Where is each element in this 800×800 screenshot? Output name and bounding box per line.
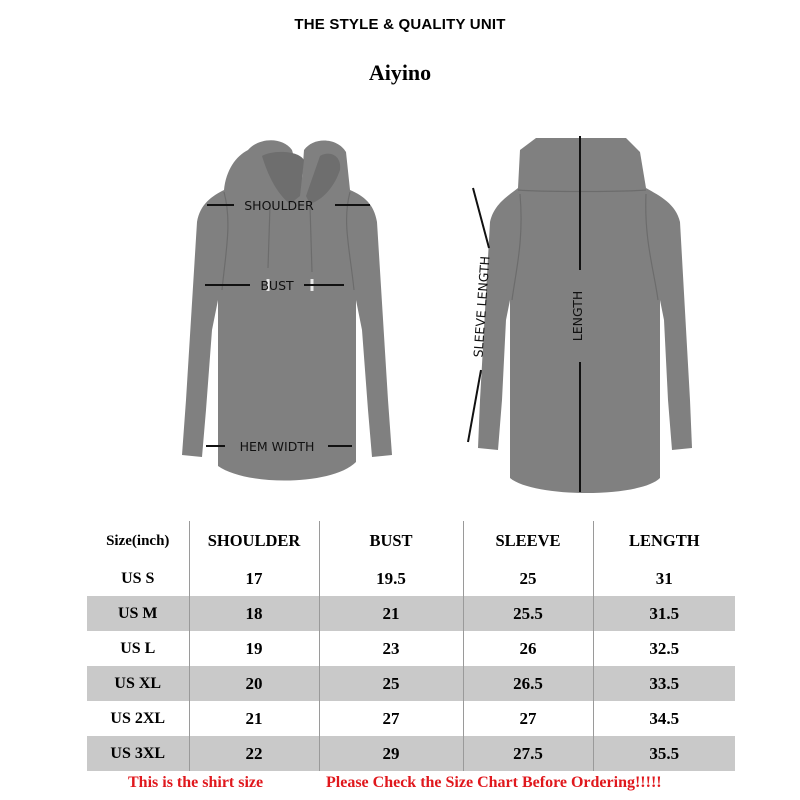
table-header-row [87, 521, 735, 561]
table-row [87, 596, 735, 631]
shoulder-cell: 20 [189, 666, 319, 701]
bust-label: BUST [260, 278, 294, 293]
sleeve-cell: 25 [463, 561, 593, 596]
size-cell: US M [87, 596, 189, 631]
table-row [87, 736, 735, 771]
table-row [87, 701, 735, 736]
col-bust: BUST [319, 521, 463, 561]
shoulder-cell: 22 [189, 736, 319, 771]
size-cell: US S [121, 569, 155, 587]
sleeve-length-label: SLEEVE LENGTH [470, 255, 493, 358]
length-cell: 34.5 [593, 701, 735, 736]
length-cell: 35.5 [593, 736, 735, 771]
bust-cell: 25 [319, 666, 463, 701]
table-row [87, 631, 735, 666]
sleeve-cell: 27 [463, 701, 593, 736]
table-row [87, 666, 735, 701]
sleeve-cell: 26.5 [463, 666, 593, 701]
bust-cell: 19.5 [319, 561, 463, 596]
bust-cell: 27 [319, 701, 463, 736]
footnote-check-chart: Please Check the Size Chart Before Ordering!!!!! [326, 774, 662, 791]
size-cell: US 3XL [87, 736, 189, 771]
col-size: Size(inch) [106, 532, 170, 549]
hoodie-front [182, 140, 392, 480]
hoodie-back [468, 136, 692, 493]
footnote-shirt-size: This is the shirt size [128, 774, 264, 791]
col-shoulder: SHOULDER [189, 521, 319, 561]
length-label: LENGTH [570, 290, 585, 342]
col-sleeve: SLEEVE [463, 521, 593, 561]
length-cell: 32.5 [593, 631, 735, 666]
size-chart-table [87, 521, 735, 771]
sleeve-cell: 27.5 [463, 736, 593, 771]
shoulder-label: SHOULDER [244, 198, 314, 213]
hem-width-label: HEM WIDTH [239, 439, 315, 454]
sleeve-cell: 25.5 [463, 596, 593, 631]
size-cell: US XL [87, 666, 189, 701]
size-cell: US L [120, 639, 156, 657]
shoulder-cell: 21 [189, 701, 319, 736]
length-cell: 31 [593, 561, 735, 596]
tagline: THE STYLE & QUALITY UNIT [294, 16, 506, 33]
bust-cell: 21 [319, 596, 463, 631]
length-cell: 31.5 [593, 596, 735, 631]
shoulder-cell: 19 [189, 631, 319, 666]
size-cell: US 2XL [110, 709, 166, 727]
col-length: LENGTH [593, 521, 735, 561]
bust-cell: 29 [319, 736, 463, 771]
bust-cell: 23 [319, 631, 463, 666]
shoulder-cell: 17 [189, 561, 319, 596]
brand-name: Aiyino [368, 60, 432, 85]
sleeve-length-measure-top [473, 188, 489, 248]
shoulder-cell: 18 [189, 596, 319, 631]
length-cell: 33.5 [593, 666, 735, 701]
table-row [87, 561, 735, 596]
sleeve-cell: 26 [463, 631, 593, 666]
